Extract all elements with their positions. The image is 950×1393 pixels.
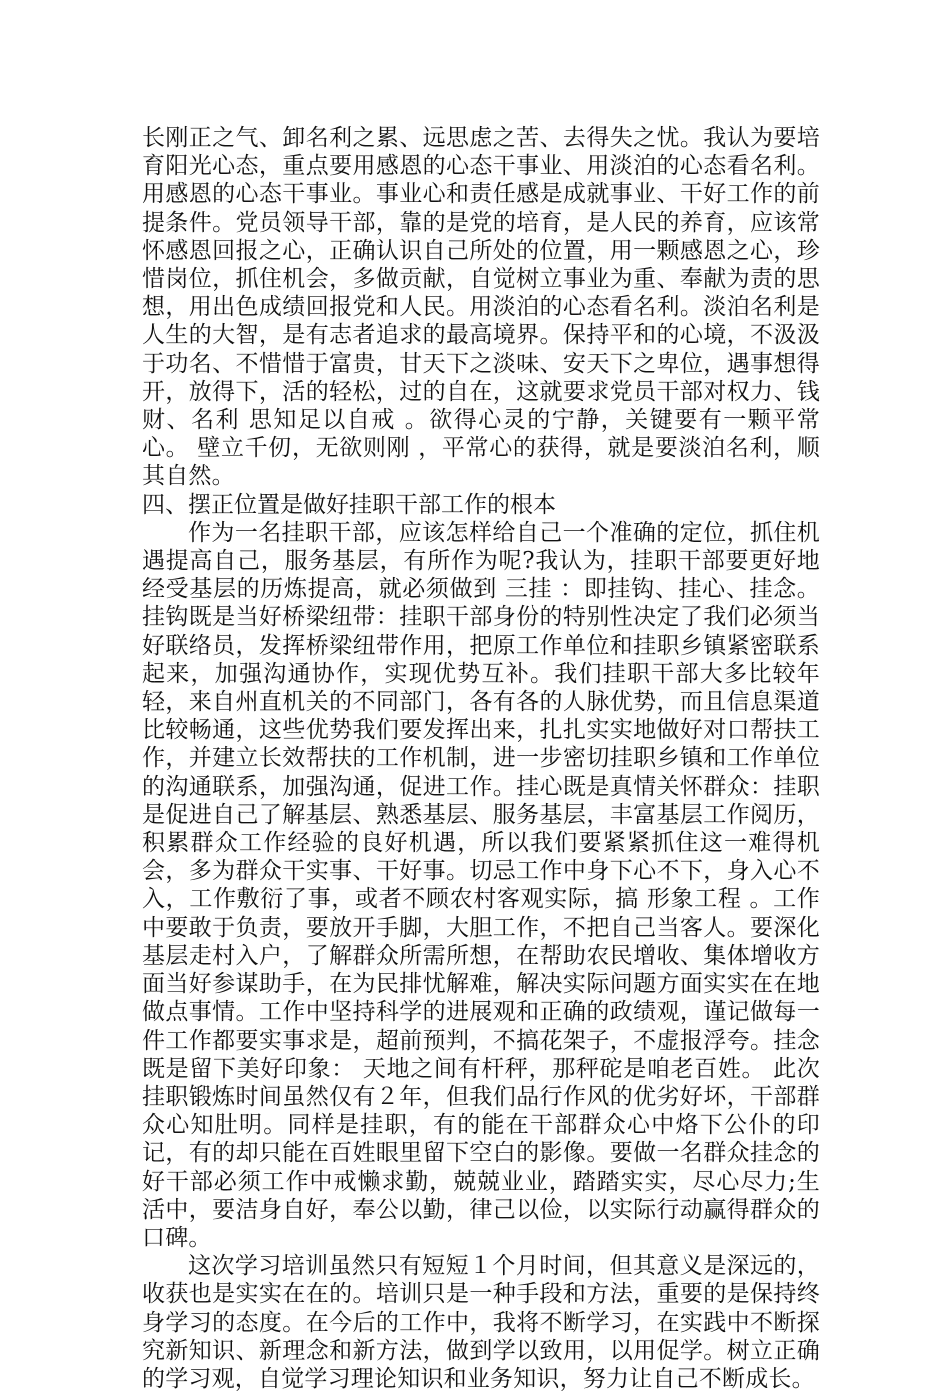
paragraph-position: 作为一名挂职干部，应该怎样给自己一个准确的定位，抓住机遇提高自己，服务基层，有所作为呢?我认为，挂职干部要更好地经受基层的历炼提高，就必须做到 三挂 ：即挂钩、挂心、挂念。挂钩既是当好桥梁纽带：挂职干部身份的特别性决定了我们必须当好联络员，发挥桥梁纽带作用，把原工作单位和挂职乡镇紧密联系起来，加强沟通协作，实现优势互补。我们挂职干部大多比较年轻，来自州直机关的不同部门，各有各的人脉优势，而且信息渠道比较畅通，这些优势我们要发挥出来，扎扎实实地做好对口帮扶工作，并建立长效帮扶的工作机制，进一步密切挂职乡镇和工作单位的沟通联系，加强沟通，促进工作。挂心既是真情关怀群众：挂职是促进自己了解基层、熟悉基层、服务基层，丰富基层工作阅历，积累群众工作经验的良好机遇，所以我们要紧紧抓住这一难得机会，多为群众干实事、干好事。切忌工作中身下心不下，身入心不入，工作敷衍了事，或者不顾农村客观实际，搞 形象工程 。工作中要敢于负责，要放开手脚，大胆工作，不把自己当客人。要深化基层走村入户，了解群众所需所想，在帮助农民增收、集体增收方面当好参谋助手，在为民排忧解难，解决实际问题方面实实在在地做点事情。工作中坚持科学的进展观和正确的政绩观，谨记做每一件工作都要实事求是，超前预判，不搞花架子，不虚报浮夸。挂念既是留下美好印象： 天地之间有杆秤，那秤砣是咱老百姓。 此次挂职锻炼时间虽然仅有２年，但我们品行作风的优劣好坏，干部群众心知肚明。同样是挂职，有的能在干部群众心中烙下公仆的印记，有的却只能在百姓眼里留下空白的影像。要做一名群众挂念的好干部必须工作中戒懒求勤，兢兢业业，踏踏实实，尽心尽力;生活中，要洁身自好，奉公以勤，律己以俭，以实际行动赢得群众的口碑。: [142, 519, 820, 1251]
section-heading-4: 四、摆正位置是做好挂职干部工作的根本: [142, 491, 556, 518]
paragraph-intro: 长刚正之气、卸名利之累、远思虑之苦、去得失之忧。我认为要培育阳光心态，重点要用感恩的心态干事业、用淡泊的心态看名利。用感恩的心态干事业。事业心和责任感是成就事业、干好工作的前提条件。党员领导干部，靠的是党的培育，是人民的养育，应该常怀感恩回报之心，正确认识自己所处的位置，用一颗感恩之心，珍惜岗位，抓住机会，多做贡献，自觉树立事业为重、奉献为责的思想，用出色成绩回报党和人民。用淡泊的心态看名利。淡泊名利是人生的大智，是有志者追求的最高境界。保持平和的心境，不汲汲于功名、不惜惜于富贵，甘天下之淡味、安天下之卑位，遇事想得开，放得下，活的轻松，过的自在，这就要求党员干部对权力、钱财、名利 思知足以自戒 。欲得心灵的宁静，关键要有一颗平常心。 壁立千仞，无欲则刚 ，平常心的获得，就是要淡泊名利，顺其自然。: [142, 125, 820, 490]
paragraph-conclusion: 这次学习培训虽然只有短短１个月时间，但其意义是深远的，收获也是实实在在的。培训只是一种手段和方法，重要的是保持终身学习的态度。在今后的工作中，我将不断学习，在实践中不断探究新知识、新理念和新方法，做到学以致用，以用促学。树立正确的学习观，自觉学习理论知识和业务知识，努力让自己不断成长。: [142, 1253, 820, 1392]
